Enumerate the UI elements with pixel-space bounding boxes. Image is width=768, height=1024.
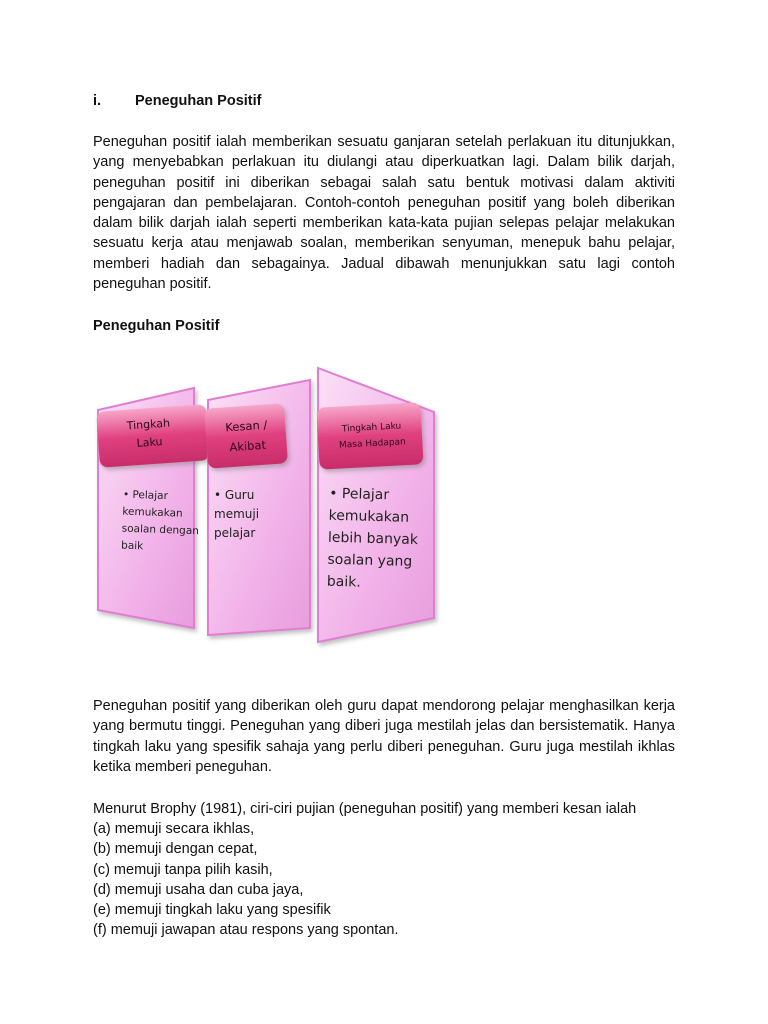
section-heading	[93, 93, 262, 109]
list-item: (b) memuji dengan cepat,	[93, 841, 258, 858]
teacher-reinforcement-paragraph: Peneguhan positif yang diberikan oleh guru dapat mendorong pelajar menghasilkan kerja yang bermutu tinggi. Peneguhan yang diberi juga mestilah jelas dan bersistematik. Hanya tingkah laku yang spesifik sahaja yang perlu diberi peneguhan. Guru juga mestilah ikhlas ketika memberi peneguhan.	[93, 698, 675, 775]
panel-1-header: Tingkah Laku	[126, 416, 171, 450]
list-item: (c) memuji tanpa pilih kasih,	[93, 861, 273, 878]
intro-paragraph: Peneguhan positif ialah memberikan sesuatu ganjaran setelah perlakuan itu ditunjukkan, yang menyebabkan perlakuan itu diulangi atau diperkuatkan lagi. Dalam bilik darjah, peneguhan positif ini diberikan sebagai salah satu bentuk motivasi dalam aktiviti pengajaran dan pembelajaran. Contoh-contoh peneguhan positif yang boleh diberikan dalam bilik darjah ialah seperti memberikan kata-kata pujian selepas pelajar melakukan sesuatu kerja atau menjawab soalan, memberikan senyuman, menepuk bahu pelajar, memberi hadiah dan sebagainya. Jadual dibawah menunjukkan satu lagi contoh peneguhan positif.	[93, 134, 675, 293]
panel-2-bullet-text: Guru memuji pelajar	[214, 488, 260, 540]
diagram-title: Peneguhan Positif	[93, 318, 220, 334]
list-item: (a) memuji secara ikhlas,	[93, 821, 255, 837]
bullet-dot: •	[122, 488, 133, 501]
panel-1-bullet	[121, 487, 205, 558]
panel-3-bullet	[327, 483, 430, 596]
section-number: i.	[93, 93, 102, 109]
panel-3-bullet-text: Pelajar kemukakan lebih banyak soalan yang baik.	[326, 486, 419, 591]
praise-criteria-list	[93, 819, 398, 941]
positive-reinforcement-diagram	[88, 360, 448, 650]
bullet-dot: •	[328, 485, 343, 503]
panel-2-header: Kesan / Akibat	[224, 417, 268, 455]
brophy-paragraph: Menurut Brophy (1981), ciri-ciri pujian (peneguhan positif) yang memberi kesan ialah	[93, 801, 637, 817]
panel-2-bullet	[214, 486, 286, 543]
list-item: (e) memuji tingkah laku yang spesifik	[93, 902, 331, 919]
list-item: (f) memuji jawapan atau respons yang spontan.	[93, 922, 399, 939]
panel-3-header: Tingkah Laku Masa Hadapan	[338, 421, 407, 451]
panel-1-bullet-text: Pelajar kemukakan soalan dengan baik	[120, 488, 200, 553]
bullet-dot: •	[214, 488, 225, 502]
list-item: (d) memuji usaha dan cuba jaya,	[93, 881, 304, 898]
section-title: Peneguhan Positif	[135, 93, 262, 109]
